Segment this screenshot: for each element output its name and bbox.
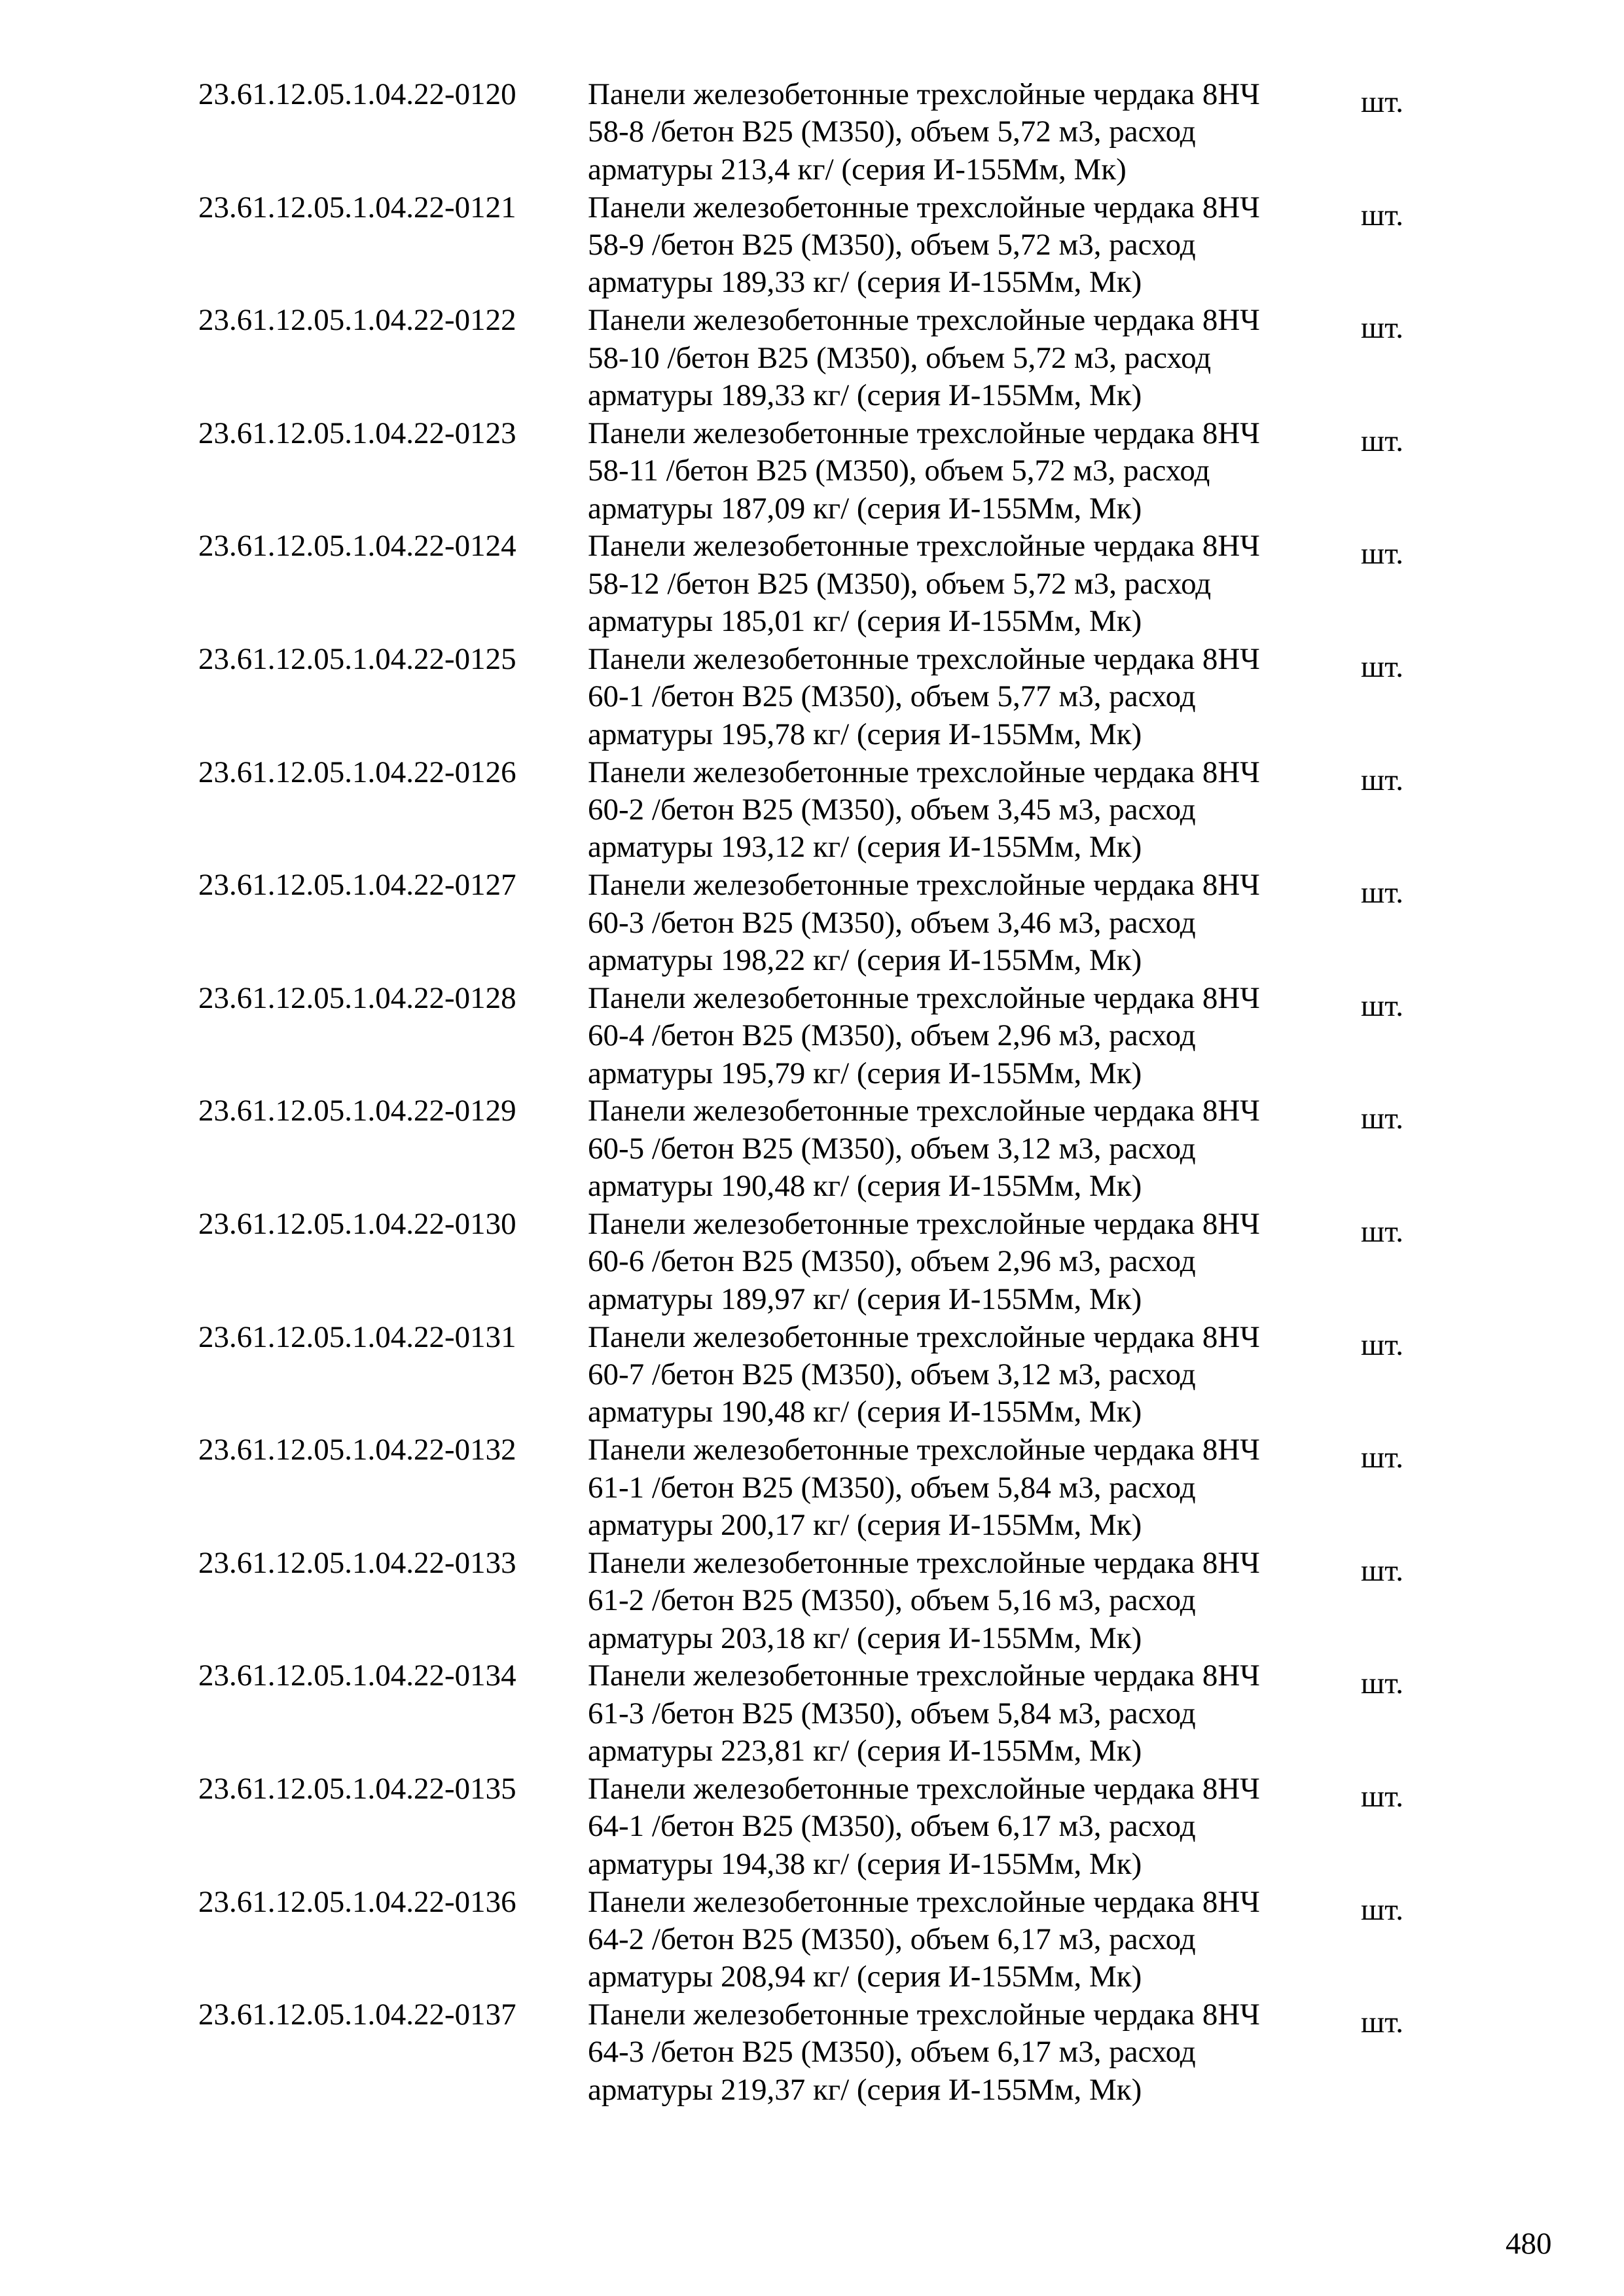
table-row xyxy=(198,867,1475,980)
unit-of-measure: шт. xyxy=(1361,762,1403,797)
unit-of-measure: шт. xyxy=(1361,1892,1403,1927)
table-row xyxy=(198,980,1475,1093)
resource-code: 23.61.12.05.1.04.22-0122 xyxy=(198,303,516,338)
table-row xyxy=(198,1092,1475,1206)
description-line: арматуры 189,97 кг/ (серия И-155Мм, Мк) xyxy=(588,1282,1142,1316)
resource-code: 23.61.12.05.1.04.22-0121 xyxy=(198,190,516,224)
resource-table xyxy=(198,76,1475,2109)
description-line: Панели железобетонные трехслойные чердака 8НЧ xyxy=(588,1206,1260,1241)
unit-of-measure: шт. xyxy=(1361,1327,1403,1362)
unit-of-measure: шт. xyxy=(1361,1441,1403,1475)
description-line: 60-3 /бетон В25 (М350), объем 3,46 м3, расход xyxy=(588,905,1196,940)
description-line: арматуры 219,37 кг/ (серия И-155Мм, Мк) xyxy=(588,2072,1142,2107)
resource-code: 23.61.12.05.1.04.22-0123 xyxy=(198,416,516,450)
table-row xyxy=(198,1431,1475,1545)
description-line: 60-2 /бетон В25 (М350), объем 3,45 м3, расход xyxy=(588,792,1196,827)
description-line: Панели железобетонные трехслойные чердака 8НЧ xyxy=(588,1094,1260,1128)
resource-description xyxy=(588,1770,1341,1883)
resource-description xyxy=(588,1545,1341,1657)
description-line: 64-3 /бетон В25 (М350), объем 6,17 м3, расход xyxy=(588,2035,1196,2070)
description-line: 58-12 /бетон В25 (М350), объем 5,72 м3, расход xyxy=(588,566,1212,601)
description-line: 58-8 /бетон В25 (М350), объем 5,72 м3, расход xyxy=(588,115,1196,149)
description-line: 58-11 /бетон В25 (М350), объем 5,72 м3, расход xyxy=(588,454,1210,488)
table-row xyxy=(198,1206,1475,1319)
description-line: арматуры 208,94 кг/ (серия И-155Мм, Мк) xyxy=(588,1960,1142,1994)
resource-code: 23.61.12.05.1.04.22-0120 xyxy=(198,77,516,111)
description-line: 61-3 /бетон В25 (М350), объем 5,84 м3, расход xyxy=(588,1696,1196,1731)
description-line: Панели железобетонные трехслойные чердака 8НЧ xyxy=(588,641,1260,676)
table-row xyxy=(198,302,1475,415)
resource-code: 23.61.12.05.1.04.22-0135 xyxy=(198,1771,516,1806)
description-line: арматуры 200,17 кг/ (серия И-155Мм, Мк) xyxy=(588,1507,1142,1542)
table-row xyxy=(198,641,1475,754)
description-line: 61-2 /бетон В25 (М350), объем 5,16 м3, расход xyxy=(588,1583,1196,1618)
description-line: Панели железобетонные трехслойные чердака 8НЧ xyxy=(588,1433,1260,1467)
description-line: 60-1 /бетон В25 (М350), объем 5,77 м3, расход xyxy=(588,679,1196,714)
description-line: 60-4 /бетон В25 (М350), объем 2,96 м3, расход xyxy=(588,1018,1196,1053)
description-line: Панели железобетонные трехслойные чердака 8НЧ xyxy=(588,416,1260,450)
description-line: арматуры 190,48 кг/ (серия И-155Мм, Мк) xyxy=(588,1169,1142,1204)
description-line: Панели железобетонные трехслойные чердака 8НЧ xyxy=(588,1998,1260,2032)
resource-code: 23.61.12.05.1.04.22-0126 xyxy=(198,755,516,789)
resource-description xyxy=(588,189,1341,302)
description-line: арматуры 189,33 кг/ (серия И-155Мм, Мк) xyxy=(588,378,1142,412)
resource-description xyxy=(588,1092,1341,1205)
resource-description xyxy=(588,980,1341,1092)
description-line: арматуры 185,01 кг/ (серия И-155Мм, Мк) xyxy=(588,604,1142,639)
description-line: арматуры 194,38 кг/ (серия И-155Мм, Мк) xyxy=(588,1846,1142,1881)
description-line: Панели железобетонные трехслойные чердака 8НЧ xyxy=(588,303,1260,338)
unit-of-measure: шт. xyxy=(1361,537,1403,571)
table-row xyxy=(198,1770,1475,1884)
resource-description xyxy=(588,1996,1341,2109)
description-line: Панели железобетонные трехслойные чердака 8НЧ xyxy=(588,868,1260,903)
table-row xyxy=(198,1996,1475,2109)
table-row xyxy=(198,189,1475,302)
resource-code: 23.61.12.05.1.04.22-0131 xyxy=(198,1319,516,1354)
resource-code: 23.61.12.05.1.04.22-0127 xyxy=(198,868,516,903)
description-line: арматуры 223,81 кг/ (серия И-155Мм, Мк) xyxy=(588,1734,1142,1768)
resource-code: 23.61.12.05.1.04.22-0128 xyxy=(198,980,516,1015)
resource-description xyxy=(588,641,1341,753)
description-line: 61-1 /бетон В25 (М350), объем 5,84 м3, расход xyxy=(588,1470,1196,1505)
unit-of-measure: шт. xyxy=(1361,311,1403,346)
description-line: 60-7 /бетон В25 (М350), объем 3,12 м3, расход xyxy=(588,1357,1196,1391)
resource-code: 23.61.12.05.1.04.22-0130 xyxy=(198,1206,516,1241)
resource-code: 23.61.12.05.1.04.22-0136 xyxy=(198,1884,516,1919)
description-line: Панели железобетонные трехслойные чердака 8НЧ xyxy=(588,1884,1260,1919)
resource-description xyxy=(588,1319,1341,1431)
resource-description xyxy=(588,1431,1341,1544)
resource-code: 23.61.12.05.1.04.22-0133 xyxy=(198,1545,516,1580)
resource-description xyxy=(588,1884,1341,1996)
resource-description xyxy=(588,76,1341,188)
description-line: Панели железобетонные трехслойные чердака 8НЧ xyxy=(588,529,1260,564)
resource-description xyxy=(588,1206,1341,1318)
resource-description xyxy=(588,1657,1341,1770)
unit-of-measure: шт. xyxy=(1361,2005,1403,2040)
resource-description xyxy=(588,754,1341,867)
unit-of-measure: шт. xyxy=(1361,988,1403,1023)
description-line: арматуры 190,48 кг/ (серия И-155Мм, Мк) xyxy=(588,1395,1142,1429)
unit-of-measure: шт. xyxy=(1361,649,1403,684)
description-line: Панели железобетонные трехслойные чердака 8НЧ xyxy=(588,77,1260,111)
description-line: Панели железобетонные трехслойные чердака 8НЧ xyxy=(588,190,1260,224)
unit-of-measure: шт. xyxy=(1361,85,1403,119)
description-line: арматуры 213,4 кг/ (серия И-155Мм, Мк) xyxy=(588,152,1127,187)
resource-description xyxy=(588,415,1341,528)
description-line: Панели железобетонные трехслойные чердака 8НЧ xyxy=(588,1659,1260,1693)
description-line: 58-9 /бетон В25 (М350), объем 5,72 м3, расход xyxy=(588,227,1196,262)
description-line: арматуры 187,09 кг/ (серия И-155Мм, Мк) xyxy=(588,491,1142,526)
unit-of-measure: шт. xyxy=(1361,1102,1403,1136)
unit-of-measure: шт. xyxy=(1361,1779,1403,1814)
unit-of-measure: шт. xyxy=(1361,198,1403,232)
description-line: 64-1 /бетон В25 (М350), объем 6,17 м3, расход xyxy=(588,1809,1196,1844)
page-number: 480 xyxy=(1506,2227,1552,2261)
description-line: Панели железобетонные трехслойные чердака 8НЧ xyxy=(588,1545,1260,1580)
resource-description xyxy=(588,867,1341,979)
resource-code: 23.61.12.05.1.04.22-0134 xyxy=(198,1659,516,1693)
unit-of-measure: шт. xyxy=(1361,876,1403,910)
table-row xyxy=(198,1657,1475,1770)
description-line: Панели железобетонные трехслойные чердака 8НЧ xyxy=(588,755,1260,789)
table-row xyxy=(198,1319,1475,1432)
description-line: Панели железобетонные трехслойные чердака 8НЧ xyxy=(588,1319,1260,1354)
unit-of-measure: шт. xyxy=(1361,1214,1403,1249)
table-row xyxy=(198,754,1475,867)
table-row xyxy=(198,76,1475,189)
description-line: арматуры 198,22 кг/ (серия И-155Мм, Мк) xyxy=(588,942,1142,977)
description-line: 60-6 /бетон В25 (М350), объем 2,96 м3, расход xyxy=(588,1244,1196,1279)
table-row xyxy=(198,528,1475,641)
resource-code: 23.61.12.05.1.04.22-0124 xyxy=(198,529,516,564)
resource-code: 23.61.12.05.1.04.22-0132 xyxy=(198,1433,516,1467)
resource-code: 23.61.12.05.1.04.22-0125 xyxy=(198,641,516,676)
description-line: 60-5 /бетон В25 (М350), объем 3,12 м3, расход xyxy=(588,1131,1196,1166)
description-line: Панели железобетонные трехслойные чердака 8НЧ xyxy=(588,1771,1260,1806)
resource-code: 23.61.12.05.1.04.22-0129 xyxy=(198,1094,516,1128)
table-row xyxy=(198,1545,1475,1658)
table-row xyxy=(198,415,1475,528)
description-line: Панели железобетонные трехслойные чердака 8НЧ xyxy=(588,980,1260,1015)
description-line: арматуры 203,18 кг/ (серия И-155Мм, Мк) xyxy=(588,1621,1142,1655)
description-line: 64-2 /бетон В25 (М350), объем 6,17 м3, расход xyxy=(588,1922,1196,1956)
resource-description xyxy=(588,528,1341,640)
unit-of-measure: шт. xyxy=(1361,1553,1403,1588)
table-row xyxy=(198,1884,1475,1997)
description-line: арматуры 193,12 кг/ (серия И-155Мм, Мк) xyxy=(588,830,1142,865)
resource-description xyxy=(588,302,1341,414)
unit-of-measure: шт. xyxy=(1361,423,1403,458)
description-line: арматуры 195,79 кг/ (серия И-155Мм, Мк) xyxy=(588,1056,1142,1090)
description-line: арматуры 195,78 кг/ (серия И-155Мм, Мк) xyxy=(588,717,1142,751)
description-line: 58-10 /бетон В25 (М350), объем 5,72 м3, расход xyxy=(588,340,1212,375)
resource-code: 23.61.12.05.1.04.22-0137 xyxy=(198,1998,516,2032)
unit-of-measure: шт. xyxy=(1361,1666,1403,1701)
description-line: арматуры 189,33 кг/ (серия И-155Мм, Мк) xyxy=(588,265,1142,300)
